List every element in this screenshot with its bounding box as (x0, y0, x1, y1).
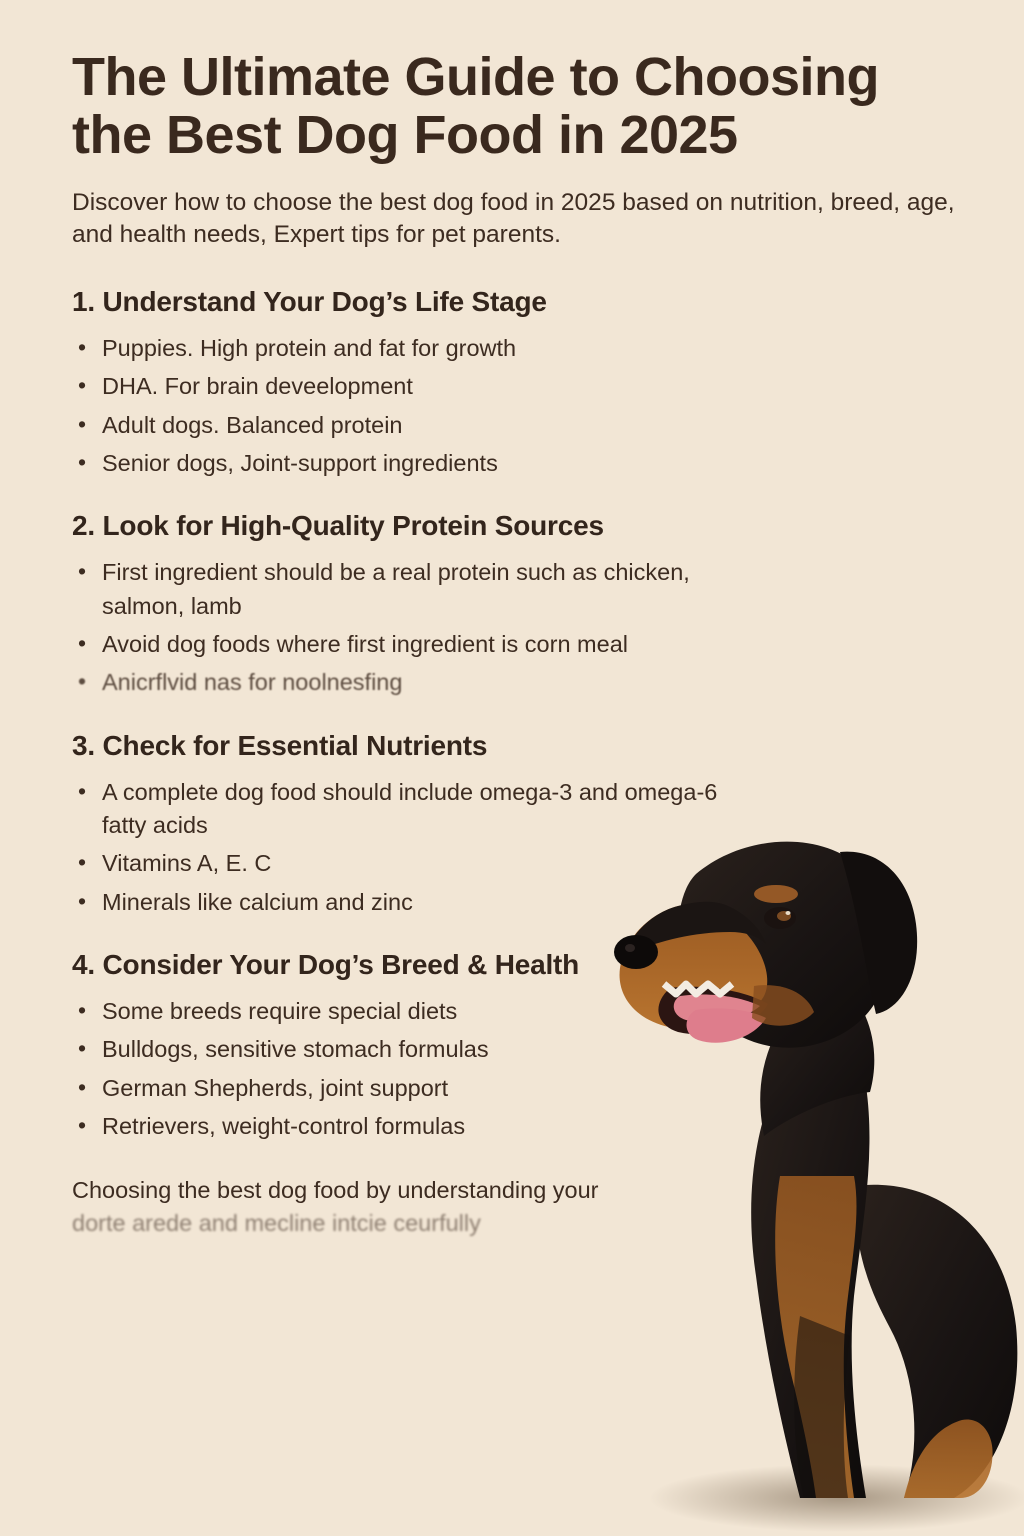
list-item: • First ingredient should be a real protein such as chicken, salmon, lamb (72, 556, 762, 623)
section-4-list (72, 995, 964, 1143)
list-item: • Anicrflvid nas for noolnesfing (72, 666, 762, 699)
section-1-list (72, 332, 964, 480)
list-item: • German Shepherds, joint support (72, 1072, 742, 1105)
section-2-list (72, 556, 964, 699)
section-3-list (72, 776, 964, 919)
closing-paragraph (72, 1174, 772, 1241)
list-item: • Senior dogs, Joint-support ingredients (72, 447, 742, 480)
page-title: The Ultimate Guide to Choosing the Best Dog Food in 2025 (72, 47, 879, 166)
list-item: • Adult dogs. Balanced protein (72, 409, 742, 442)
section-3-heading: 3. Check for Essential Nutrients (72, 729, 488, 761)
section-1 (72, 286, 964, 480)
list-item: • Bulldogs, sensitive stomach formulas (72, 1033, 742, 1066)
section-2-heading: 2. Look for High-Quality Protein Sources (72, 510, 604, 542)
closing-line-2: dorte arede and mecline intcie ceurfully (72, 1209, 481, 1236)
section-2 (72, 510, 964, 699)
list-item: • Some breeds require special diets (72, 995, 742, 1028)
section-4 (72, 949, 964, 1143)
list-item: • Retrievers, weight-control formulas (72, 1110, 742, 1143)
list-item: • A complete dog food should include omega-3 and omega-6 fatty acids (72, 776, 762, 843)
list-item: • Avoid dog foods where first ingredient is corn meal (72, 628, 762, 661)
list-item: • Minerals like calcium and zinc (72, 886, 762, 919)
page-subtitle: Discover how to choose the best dog food in 2025 based on nutrition, breed, age, and health needs, Expert tips for pet parents. (72, 188, 955, 249)
list-item: • Puppies. High protein and fat for growth (72, 332, 742, 365)
section-4-heading: 4. Consider Your Dog’s Breed & Health (72, 949, 580, 981)
list-item: • DHA. For brain deveelopment (72, 370, 742, 403)
section-1-heading: 1. Understand Your Dog’s Life Stage (72, 285, 547, 317)
closing-line-1: Choosing the best dog food by understanding your (72, 1176, 599, 1203)
section-3 (72, 730, 964, 919)
list-item: • Vitamins A, E. C (72, 847, 762, 880)
